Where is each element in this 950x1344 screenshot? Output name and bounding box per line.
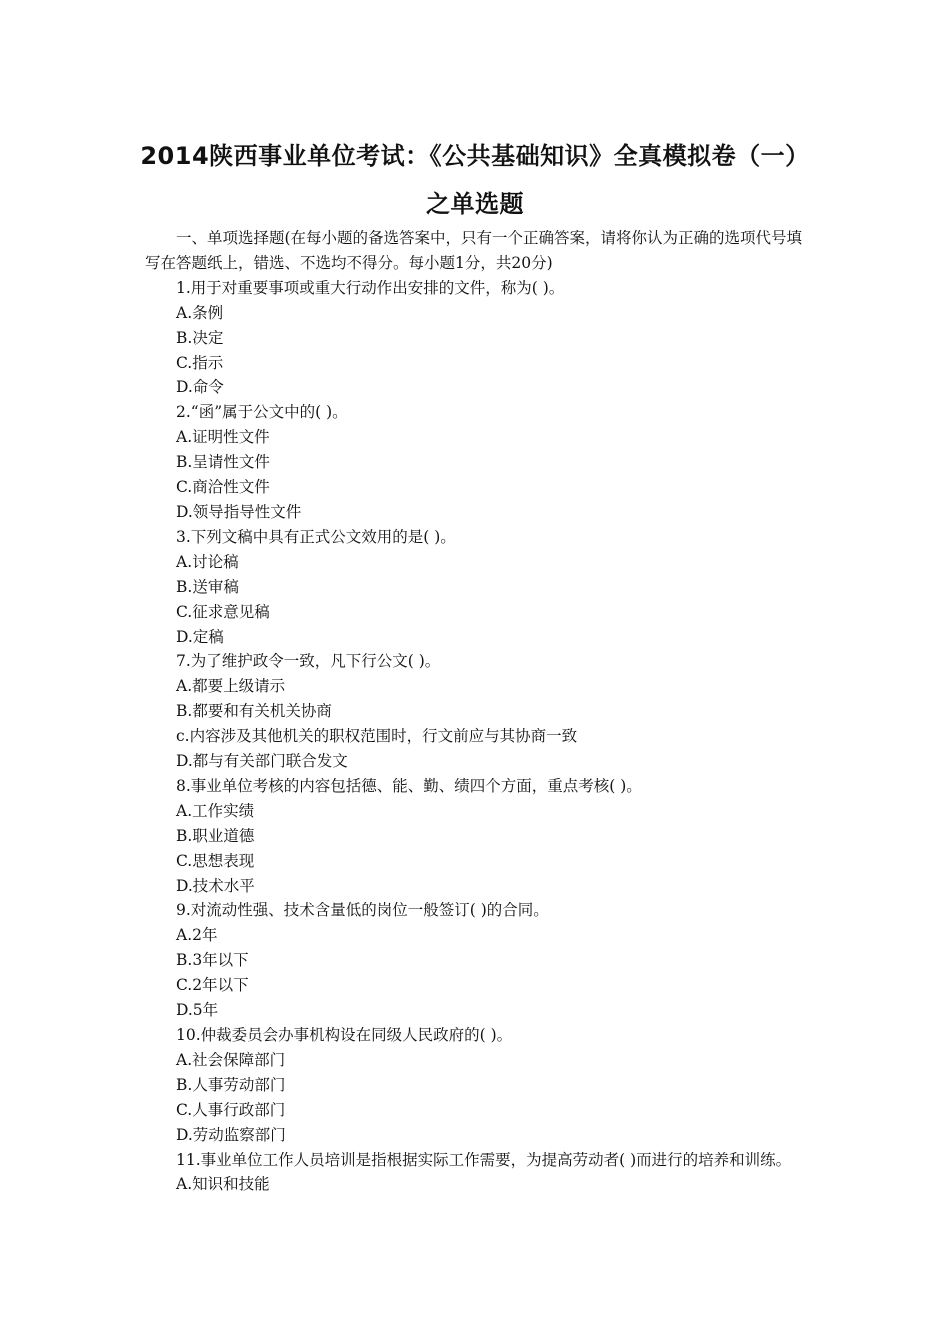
text-line: D.都与有关部门联合发文 <box>176 752 348 771</box>
text-line: D.领导指导性文件 <box>176 502 302 521</box>
text-line: c.内容涉及其他机关的职权范围时，行文前应与其协商一致 <box>176 727 578 746</box>
text-line: A.工作实绩 <box>176 801 255 820</box>
text-line: A.条例 <box>176 303 224 322</box>
text-line: B.送审稿 <box>176 577 239 596</box>
text-line: 2.“函”属于公文中的( )。 <box>176 403 348 422</box>
text-line: A.知识和技能 <box>176 1175 270 1194</box>
text-line: C.指示 <box>176 353 224 372</box>
text-line: B.职业道德 <box>176 826 255 845</box>
text-line: B.决定 <box>176 328 224 347</box>
text-line: D.命令 <box>176 378 224 397</box>
text-line: D.5年 <box>176 1001 219 1020</box>
text-line: C.人事行政部门 <box>176 1100 286 1119</box>
text-line: D.技术水平 <box>176 876 255 895</box>
text-line: B.都要和有关机关协商 <box>176 702 332 721</box>
text-line: B.人事劳动部门 <box>176 1075 286 1094</box>
text-line: A.都要上级请示 <box>176 677 286 696</box>
text-line: C.商洽性文件 <box>176 478 270 497</box>
text-line: 3.下列文稿中具有正式公文效用的是( )。 <box>176 527 456 546</box>
text-line: A.证明性文件 <box>176 428 270 447</box>
text-line: A.讨论稿 <box>176 552 239 571</box>
text-line: B.3年以下 <box>176 951 249 970</box>
document-title-line-2: 之单选题 <box>426 190 524 218</box>
document-title-line-1: 2014陕西事业单位考试：《公共基础知识》全真模拟卷（一） <box>140 142 810 170</box>
section-intro: 一、单项选择题(在每小题的备选答案中，只有一个正确答案，请将你认为正确的选项代号填写在答题纸上，错选、不选均不得分。每小题1分，共20分) <box>145 229 803 272</box>
text-line: 1.用于对重要事项或重大行动作出安排的文件，称为( )。 <box>176 278 565 297</box>
text-line: D.定稿 <box>176 627 224 646</box>
text-line: 9.对流动性强、技术含量低的岗位一般签订( )的合同。 <box>176 901 549 920</box>
text-line: 10.仲裁委员会办事机构设在同级人民政府的( )。 <box>176 1026 513 1044</box>
text-line: D.劳动监察部门 <box>176 1125 286 1144</box>
text-line: C.2年以下 <box>176 976 249 995</box>
text-line: 8.事业单位考核的内容包括德、能、勤、绩四个方面，重点考核( )。 <box>176 776 642 795</box>
text-line: B.呈请性文件 <box>176 453 270 472</box>
text-line: C.思想表现 <box>176 851 255 870</box>
question-11: 11.事业单位工作人员培训是指根据实际工作需要，为提高劳动者( )而进行的培养和训练。 <box>176 1150 792 1169</box>
text-line: C.征求意见稿 <box>176 602 270 621</box>
text-line: 7.为了维护政令一致，凡下行公文( )。 <box>176 652 441 671</box>
document-body <box>145 226 815 1197</box>
text-line: A.2年 <box>176 926 218 945</box>
text-line: A.社会保障部门 <box>176 1050 286 1069</box>
